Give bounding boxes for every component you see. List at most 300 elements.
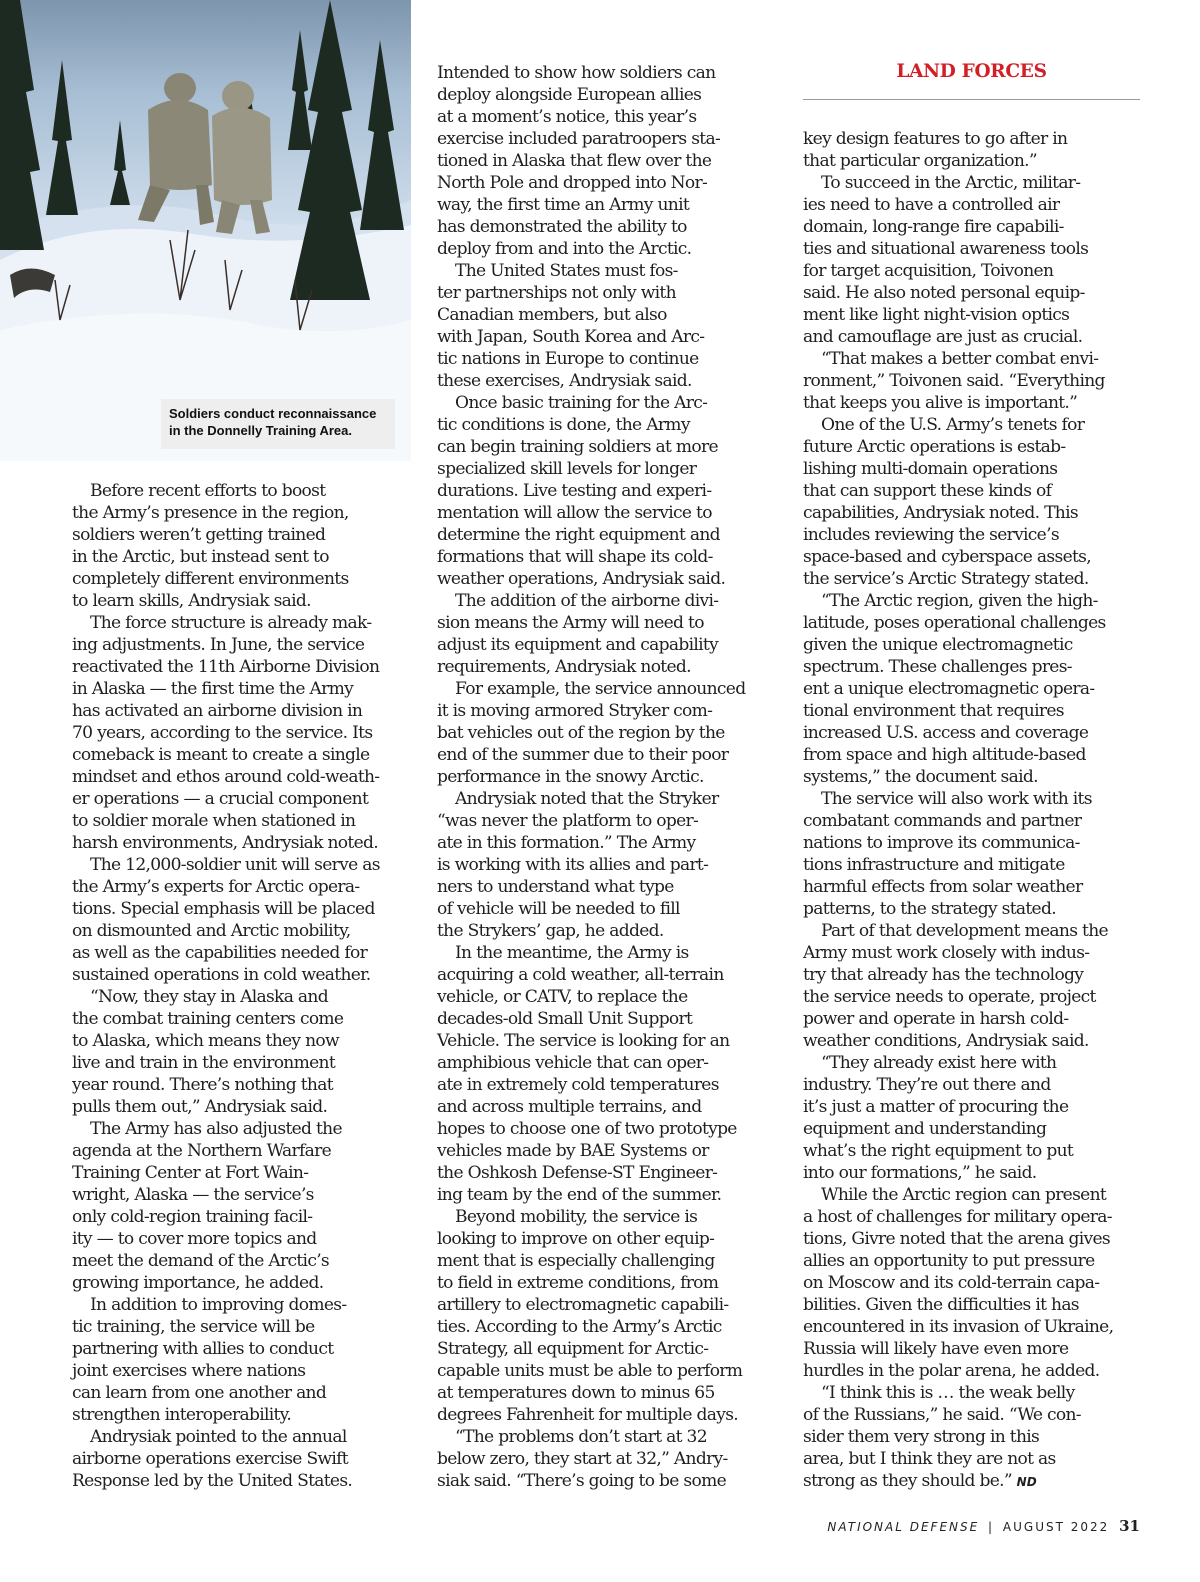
- line-text: Intended to show how soldiers can: [437, 63, 716, 83]
- text-line: [437, 700, 773, 722]
- line-text: Strategy, all equipment for Arctic-: [437, 1339, 709, 1359]
- caption-line: Soldiers conduct reconnaissance: [169, 406, 377, 421]
- text-line: [803, 1272, 1140, 1294]
- text-line: [437, 1360, 773, 1382]
- text-line: [437, 568, 773, 590]
- text-line: [437, 348, 773, 370]
- line-text: Part of that development means the: [821, 921, 1108, 941]
- text-line: [72, 546, 408, 568]
- line-text: at a moment’s notice, this year’s: [437, 107, 697, 127]
- text-line: [437, 1404, 773, 1426]
- line-text: 70 years, according to the service. Its: [72, 723, 373, 743]
- text-line: [72, 1316, 408, 1338]
- line-text: ate in this formation.” The Army: [437, 833, 696, 853]
- line-text: sustained operations in cold weather.: [72, 965, 371, 985]
- line-text: to soldier morale when stationed in: [72, 811, 356, 831]
- text-line: [437, 1030, 773, 1052]
- text-line: [437, 260, 773, 282]
- text-line: [437, 920, 773, 942]
- line-text: In addition to improving domes-: [90, 1295, 347, 1315]
- text-line: [803, 282, 1140, 304]
- line-text: tioned in Alaska that flew over the: [437, 151, 712, 171]
- text-line: [803, 1448, 1140, 1470]
- text-line: [72, 1470, 408, 1492]
- line-text: ing adjustments. In June, the service: [72, 635, 365, 655]
- text-line: [803, 920, 1140, 942]
- line-text: it is moving armored Stryker com-: [437, 701, 713, 721]
- line-text: ties and situational awareness tools: [803, 239, 1089, 259]
- line-text: into our formations,” he said.: [803, 1163, 1037, 1183]
- text-line: [437, 1448, 773, 1470]
- text-line: [437, 106, 773, 128]
- line-text: degrees Fahrenheit for multiple days.: [437, 1405, 739, 1425]
- line-text: Vehicle. The service is looking for an: [437, 1031, 730, 1051]
- text-line: [437, 62, 773, 84]
- line-text: tic conditions is done, the Army: [437, 415, 690, 435]
- text-line: [72, 568, 408, 590]
- text-line: [803, 260, 1140, 282]
- text-line: [437, 1316, 773, 1338]
- line-text: er operations — a crucial component: [72, 789, 369, 809]
- text-line: [72, 1426, 408, 1448]
- line-text: ties. According to the Army’s Arctic: [437, 1317, 722, 1337]
- text-line: [72, 590, 408, 612]
- line-text: hopes to choose one of two prototype: [437, 1119, 737, 1139]
- text-line: [803, 656, 1140, 678]
- line-text: ment like light night-vision optics: [803, 305, 1070, 325]
- line-text: ing team by the end of the summer.: [437, 1185, 722, 1205]
- text-line: [437, 326, 773, 348]
- text-line: [803, 700, 1140, 722]
- text-line: [72, 656, 408, 678]
- line-text: comeback is meant to create a single: [72, 745, 370, 765]
- text-line: [72, 634, 408, 656]
- text-line: [803, 1140, 1140, 1162]
- line-text: encountered in its invasion of Ukraine,: [803, 1317, 1114, 1337]
- text-line: [803, 964, 1140, 986]
- text-line: [803, 722, 1140, 744]
- text-line: [437, 1470, 773, 1492]
- text-line: [803, 150, 1140, 172]
- text-line: [437, 546, 773, 568]
- line-text: determine the right equipment and: [437, 525, 720, 545]
- issue-date: AUGUST 2022: [1002, 1520, 1110, 1534]
- text-line: [72, 942, 408, 964]
- text-line: [803, 172, 1140, 194]
- text-line: [437, 766, 773, 788]
- line-text: Once basic training for the Arc-: [455, 393, 708, 413]
- text-line: [437, 656, 773, 678]
- line-text: at temperatures down to minus 65: [437, 1383, 715, 1403]
- text-line: [803, 810, 1140, 832]
- line-text: “Now, they stay in Alaska and: [90, 987, 328, 1007]
- line-text: deploy from and into the Arctic.: [437, 239, 692, 259]
- line-text: to Alaska, which means they now: [72, 1031, 339, 1051]
- text-line: [803, 326, 1140, 348]
- line-text: lishing multi-domain operations: [803, 459, 1058, 479]
- publication-name: NATIONAL DEFENSE: [827, 1520, 980, 1534]
- text-line: [72, 876, 408, 898]
- line-text: that keeps you alive is important.”: [803, 393, 1078, 413]
- line-text: Army must work closely with indus-: [803, 943, 1090, 963]
- line-text: latitude, poses operational challenges: [803, 613, 1106, 633]
- text-line: [803, 590, 1140, 612]
- section-header: LAND FORCES: [896, 61, 1047, 82]
- line-text: ent a unique electromagnetic opera-: [803, 679, 1095, 699]
- line-text: harmful effects from solar weather: [803, 877, 1083, 897]
- text-line: [72, 964, 408, 986]
- line-text: “The problems don’t start at 32: [455, 1427, 707, 1447]
- line-text: North Pole and dropped into Nor-: [437, 173, 708, 193]
- text-line: [72, 1338, 408, 1360]
- text-line: [72, 1250, 408, 1272]
- line-text: For example, the service announced: [455, 679, 746, 699]
- line-text: has activated an airborne division in: [72, 701, 363, 721]
- text-line: [72, 1272, 408, 1294]
- text-line: [437, 172, 773, 194]
- line-text: performance in the snowy Arctic.: [437, 767, 704, 787]
- text-line: [803, 678, 1140, 700]
- text-line: [72, 810, 408, 832]
- line-text: While the Arctic region can present: [821, 1185, 1107, 1205]
- line-text: tional environment that requires: [803, 701, 1064, 721]
- text-line: [803, 348, 1140, 370]
- text-line: [72, 480, 408, 502]
- line-text: The addition of the airborne divi-: [455, 591, 719, 611]
- text-line: [437, 1338, 773, 1360]
- page-footer: [827, 1517, 1140, 1535]
- line-text: of the Russians,” he said. “We con-: [803, 1405, 1081, 1425]
- text-line: [437, 1272, 773, 1294]
- text-line: [72, 986, 408, 1008]
- text-line: [72, 1404, 408, 1426]
- line-text: ate in extremely cold temperatures: [437, 1075, 719, 1095]
- text-line: [803, 1118, 1140, 1140]
- line-text: on Moscow and its cold-terrain capa-: [803, 1273, 1100, 1293]
- text-line: [437, 436, 773, 458]
- text-line: [437, 612, 773, 634]
- text-line: [72, 700, 408, 722]
- line-text: ter partnerships not only with: [437, 283, 676, 303]
- line-text: said. He also noted personal equip-: [803, 283, 1085, 303]
- line-text: reactivated the 11th Airborne Division: [72, 657, 380, 677]
- text-line: [72, 920, 408, 942]
- line-text: for target acquisition, Toivonen: [803, 261, 1054, 281]
- text-line: [803, 1294, 1140, 1316]
- text-line: [437, 282, 773, 304]
- text-line: [803, 392, 1140, 414]
- line-text: “was never the platform to oper-: [437, 811, 699, 831]
- text-line: [437, 1162, 773, 1184]
- text-column-1: [72, 480, 408, 1492]
- line-text: a host of challenges for military opera-: [803, 1207, 1112, 1227]
- text-line: [72, 1140, 408, 1162]
- text-line: [72, 1360, 408, 1382]
- line-text: power and operate in harsh cold-: [803, 1009, 1069, 1029]
- text-line: [437, 1074, 773, 1096]
- text-line: [437, 590, 773, 612]
- text-line: [803, 1162, 1140, 1184]
- line-text: vehicle, or CATV, to replace the: [437, 987, 688, 1007]
- text-line: [72, 612, 408, 634]
- line-text: completely different environments: [72, 569, 349, 589]
- line-text: industry. They’re out there and: [803, 1075, 1051, 1095]
- line-text: and camouflage are just as crucial.: [803, 327, 1083, 347]
- line-text: the service needs to operate, project: [803, 987, 1096, 1007]
- text-line: [803, 1360, 1140, 1382]
- line-text: that can support these kinds of: [803, 481, 1052, 501]
- page-number: 31: [1119, 1517, 1140, 1535]
- text-line: [437, 84, 773, 106]
- text-line: [437, 1184, 773, 1206]
- line-text: ners to understand what type: [437, 877, 674, 897]
- line-text: equipment and understanding: [803, 1119, 1047, 1139]
- text-line: [803, 876, 1140, 898]
- line-text: patterns, to the strategy stated.: [803, 899, 1056, 919]
- line-text: airborne operations exercise Swift: [72, 1449, 348, 1469]
- line-text: mindset and ethos around cold-weath-: [72, 767, 380, 787]
- text-line: [803, 1096, 1140, 1118]
- line-text: ity — to cover more topics and: [72, 1229, 317, 1249]
- line-text: formations that will shape its cold-: [437, 547, 713, 567]
- line-text: tic training, the service will be: [72, 1317, 315, 1337]
- line-text: it’s just a matter of procuring the: [803, 1097, 1069, 1117]
- text-line: [72, 766, 408, 788]
- text-line: [437, 1250, 773, 1272]
- line-text: Canadian members, but also: [437, 305, 667, 325]
- line-text: deploy alongside European allies: [437, 85, 702, 105]
- line-text: exercise included paratroopers sta-: [437, 129, 721, 149]
- line-text: joint exercises where nations: [72, 1361, 306, 1381]
- line-text: bilities. Given the difficulties it has: [803, 1295, 1079, 1315]
- text-line: [803, 986, 1140, 1008]
- line-text: only cold-region training facil-: [72, 1207, 313, 1227]
- line-text: sion means the Army will need to: [437, 613, 704, 633]
- line-text: what’s the right equipment to put: [803, 1141, 1074, 1161]
- line-text: sider them very strong in this: [803, 1427, 1040, 1447]
- text-line: [437, 832, 773, 854]
- text-line: [437, 392, 773, 414]
- text-line: [437, 854, 773, 876]
- article-photo: [0, 0, 411, 461]
- line-text: Response led by the United States.: [72, 1471, 353, 1491]
- line-text: tions. Special emphasis will be placed: [72, 899, 375, 919]
- text-line: [72, 1118, 408, 1140]
- line-text: tions infrastructure and mitigate: [803, 855, 1065, 875]
- line-text: weather operations, Andrysiak said.: [437, 569, 726, 589]
- text-line: [72, 1448, 408, 1470]
- line-text: agenda at the Northern Warfare: [72, 1141, 332, 1161]
- text-line: [72, 502, 408, 524]
- line-text: try that already has the technology: [803, 965, 1084, 985]
- line-text: is working with its allies and part-: [437, 855, 709, 875]
- text-line: [437, 1382, 773, 1404]
- text-line: [72, 1206, 408, 1228]
- text-line: [72, 744, 408, 766]
- line-text: capable units must be able to perform: [437, 1361, 743, 1381]
- line-text: The force structure is already mak-: [90, 613, 372, 633]
- line-text: in the Arctic, but instead sent to: [72, 547, 329, 567]
- text-line: [803, 634, 1140, 656]
- line-text: The United States must fos-: [455, 261, 678, 281]
- line-text: “I think this is … the weak belly: [821, 1383, 1075, 1403]
- line-text: The service will also work with its: [821, 789, 1092, 809]
- text-line: [437, 1118, 773, 1140]
- text-line: [437, 1096, 773, 1118]
- line-text: can learn from one another and: [72, 1383, 327, 1403]
- line-text: domain, long-range fire capabili-: [803, 217, 1064, 237]
- line-text: area, but I think they are not as: [803, 1449, 1056, 1469]
- text-line: [72, 854, 408, 876]
- text-line: [437, 986, 773, 1008]
- line-text: the Oshkosh Defense-ST Engineer-: [437, 1163, 718, 1183]
- text-line: [72, 1008, 408, 1030]
- line-text: has demonstrated the ability to: [437, 217, 687, 237]
- text-line: [437, 458, 773, 480]
- text-line: [437, 1426, 773, 1448]
- text-line: [72, 1074, 408, 1096]
- line-text: year round. There’s nothing that: [72, 1075, 333, 1095]
- line-text: ies need to have a controlled air: [803, 195, 1060, 215]
- text-line: [437, 1008, 773, 1030]
- text-line: [437, 788, 773, 810]
- line-text: spectrum. These challenges pres-: [803, 657, 1072, 677]
- line-text: with Japan, South Korea and Arc-: [437, 327, 705, 347]
- line-text: includes reviewing the service’s: [803, 525, 1059, 545]
- line-text: decades-old Small Unit Support: [437, 1009, 693, 1029]
- line-text: future Arctic operations is estab-: [803, 437, 1066, 457]
- photo-caption: [161, 399, 395, 449]
- text-line: [437, 898, 773, 920]
- line-text: as well as the capabilities needed for: [72, 943, 368, 963]
- text-line: [803, 524, 1140, 546]
- line-text: below zero, they start at 32,” Andry-: [437, 1449, 728, 1469]
- line-text: adjust its equipment and capability: [437, 635, 719, 655]
- line-text: can begin training soldiers at more: [437, 437, 718, 457]
- text-column-2: [437, 62, 773, 1492]
- text-line: [437, 238, 773, 260]
- line-text: capabilities, Andrysiak noted. This: [803, 503, 1078, 523]
- text-line: [803, 480, 1140, 502]
- line-text: hurdles in the polar arena, he added.: [803, 1361, 1100, 1381]
- line-text: the Strykers’ gap, he added.: [437, 921, 664, 941]
- line-text: requirements, Andrysiak noted.: [437, 657, 691, 677]
- text-line: [803, 942, 1140, 964]
- line-text: Training Center at Fort Wain-: [72, 1163, 309, 1183]
- line-text: looking to improve on other equip-: [437, 1229, 715, 1249]
- line-text: siak said. “There’s going to be some: [437, 1471, 727, 1491]
- text-line: [803, 128, 1140, 150]
- text-line: [72, 1184, 408, 1206]
- text-line: [437, 1140, 773, 1162]
- line-text: Andrysiak pointed to the annual: [90, 1427, 347, 1447]
- text-line: [72, 832, 408, 854]
- text-line: [72, 1030, 408, 1052]
- line-text: Andrysiak noted that the Stryker: [455, 789, 719, 809]
- text-line: [72, 898, 408, 920]
- line-text: soldiers weren’t getting trained: [72, 525, 326, 545]
- line-text: growing importance, he added.: [72, 1273, 324, 1293]
- text-line: [72, 1162, 408, 1184]
- text-line: [437, 1206, 773, 1228]
- text-line: [803, 1426, 1140, 1448]
- line-text: weather conditions, Andrysiak said.: [803, 1031, 1089, 1051]
- line-text: the Army’s presence in the region,: [72, 503, 349, 523]
- line-text: that particular organization.”: [803, 151, 1037, 171]
- text-line: [803, 238, 1140, 260]
- line-text: The Army has also adjusted the: [90, 1119, 342, 1139]
- text-line: [437, 942, 773, 964]
- text-line: [72, 1052, 408, 1074]
- line-text: end of the summer due to their poor: [437, 745, 729, 765]
- text-line: [72, 1294, 408, 1316]
- caption-line: in the Donnelly Training Area.: [169, 423, 352, 438]
- line-text: Beyond mobility, the service is: [455, 1207, 698, 1227]
- text-line: [803, 546, 1140, 568]
- text-line: [803, 832, 1140, 854]
- text-line: [803, 766, 1140, 788]
- text-line: [803, 1206, 1140, 1228]
- text-line: [437, 1294, 773, 1316]
- line-text: pulls them out,” Andrysiak said.: [72, 1097, 328, 1117]
- text-line: [437, 876, 773, 898]
- line-text: “That makes a better combat envi-: [821, 349, 1099, 369]
- line-text: vehicles made by BAE Systems or: [437, 1141, 709, 1161]
- text-line: [803, 370, 1140, 392]
- line-text: specialized skill levels for longer: [437, 459, 697, 479]
- text-line: [437, 216, 773, 238]
- text-line: [437, 128, 773, 150]
- line-text: to field in extreme conditions, from: [437, 1273, 719, 1293]
- text-line: [803, 458, 1140, 480]
- text-line: [437, 150, 773, 172]
- text-line: [803, 194, 1140, 216]
- line-text: way, the first time an Army unit: [437, 195, 690, 215]
- text-line: [72, 788, 408, 810]
- line-text: Before recent efforts to boost: [90, 481, 326, 501]
- line-text: combatant commands and partner: [803, 811, 1082, 831]
- text-line: [803, 744, 1140, 766]
- section-rule: [803, 99, 1140, 100]
- line-text: One of the U.S. Army’s tenets for: [821, 415, 1085, 435]
- text-line: [437, 1052, 773, 1074]
- line-text: mentation will allow the service to: [437, 503, 712, 523]
- text-line: [72, 722, 408, 744]
- text-line: [803, 898, 1140, 920]
- text-line: [803, 1052, 1140, 1074]
- footer-separator: |: [988, 1520, 995, 1534]
- text-line: [437, 524, 773, 546]
- line-text: and across multiple terrains, and: [437, 1097, 702, 1117]
- text-line: [803, 1404, 1140, 1426]
- line-text: “The Arctic region, given the high-: [821, 591, 1098, 611]
- line-text: the combat training centers come: [72, 1009, 344, 1029]
- line-text: The 12,000-soldier unit will serve as: [90, 855, 380, 875]
- line-text: “They already exist here with: [821, 1053, 1057, 1073]
- line-text: these exercises, Andrysiak said.: [437, 371, 692, 391]
- line-text: in Alaska — the first time the Army: [72, 679, 354, 699]
- line-text: artillery to electromagnetic capabili-: [437, 1295, 729, 1315]
- text-line: [72, 1382, 408, 1404]
- text-line: [803, 414, 1140, 436]
- end-mark: ND: [1016, 1475, 1037, 1489]
- text-line: [437, 194, 773, 216]
- text-line: [72, 678, 408, 700]
- text-line: [803, 788, 1140, 810]
- line-text: of vehicle will be needed to fill: [437, 899, 680, 919]
- text-line: [437, 744, 773, 766]
- text-line: [437, 964, 773, 986]
